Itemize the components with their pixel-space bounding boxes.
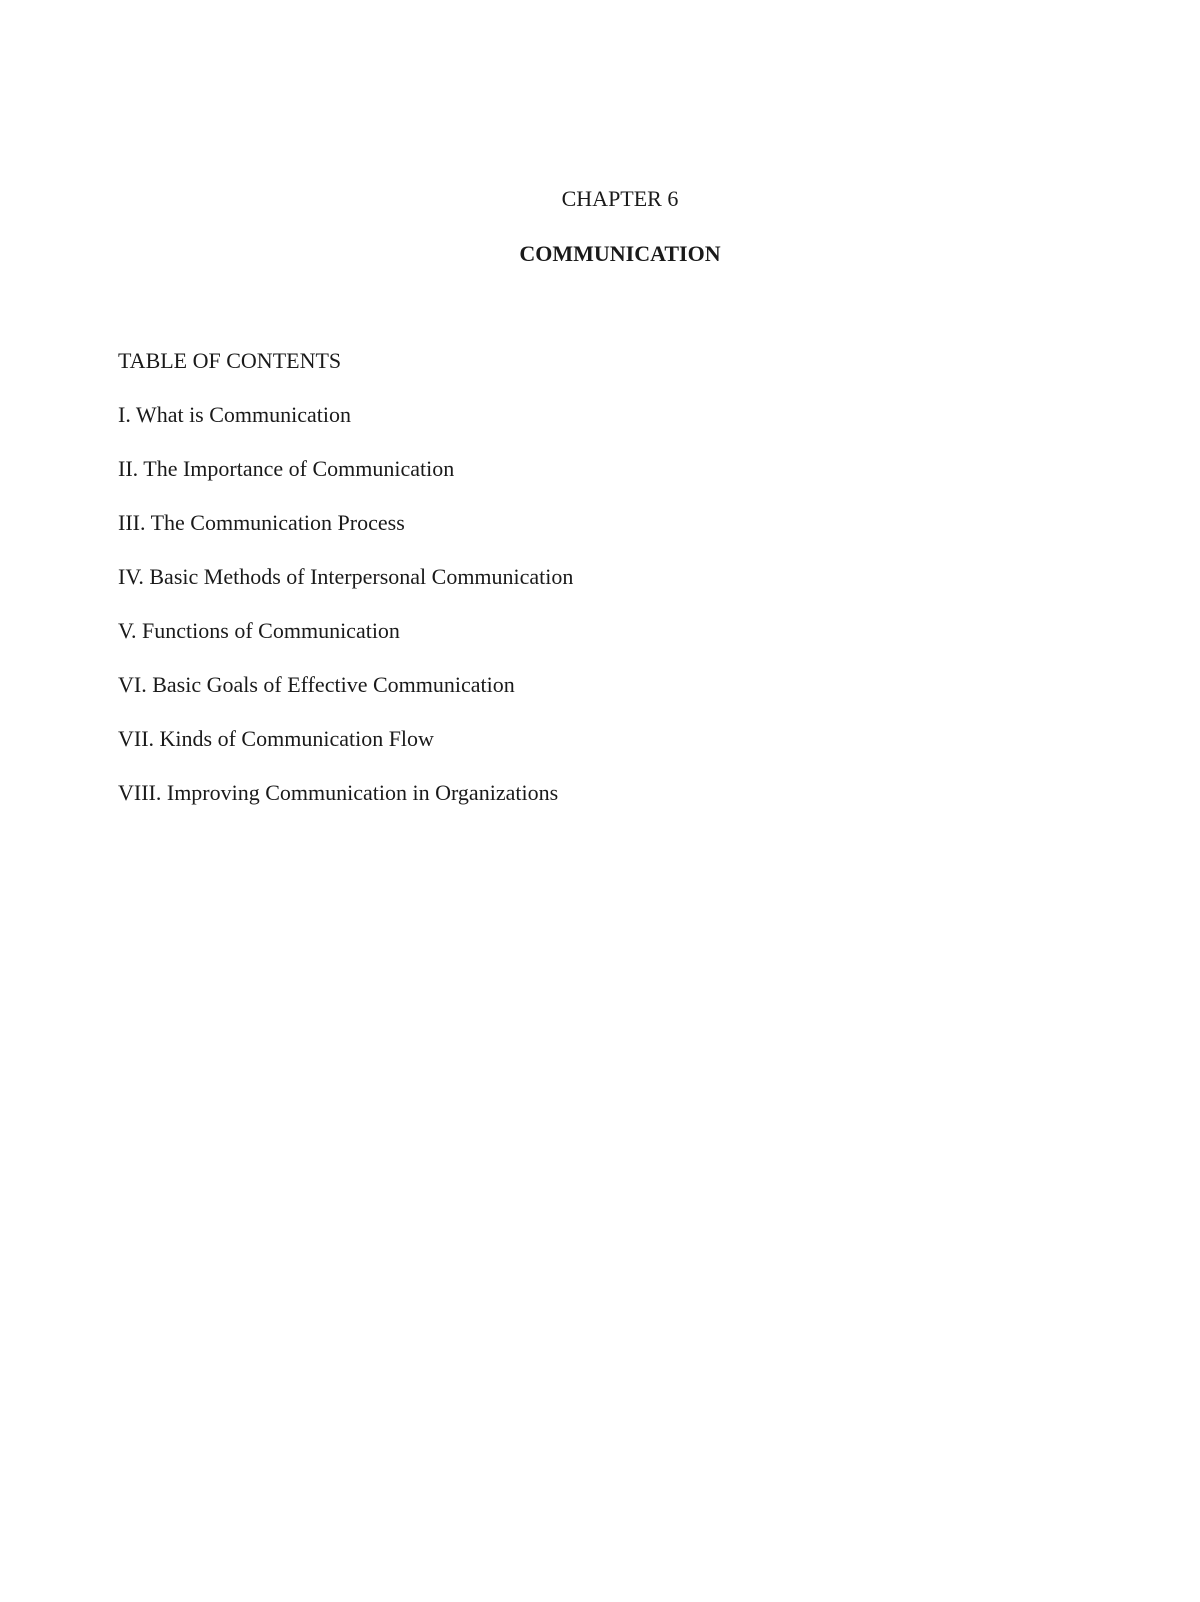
- toc-item: I. What is Communication: [118, 402, 352, 427]
- toc-item: VII. Kinds of Communication Flow: [118, 726, 434, 751]
- toc-item: VI. Basic Goals of Effective Communication: [118, 672, 515, 697]
- toc-item: III. The Communication Process: [118, 510, 405, 535]
- toc-item: V. Functions of Communication: [118, 618, 400, 643]
- chapter-label: CHAPTER 6: [561, 186, 679, 211]
- toc-item: II. The Importance of Communication: [118, 456, 455, 481]
- toc-item: VIII. Improving Communication in Organizations: [118, 780, 559, 805]
- toc-heading: TABLE OF CONTENTS: [118, 348, 342, 373]
- table-of-contents: [118, 348, 573, 834]
- chapter-title: COMMUNICATION: [519, 241, 721, 266]
- toc-item: IV. Basic Methods of Interpersonal Communication: [118, 564, 574, 589]
